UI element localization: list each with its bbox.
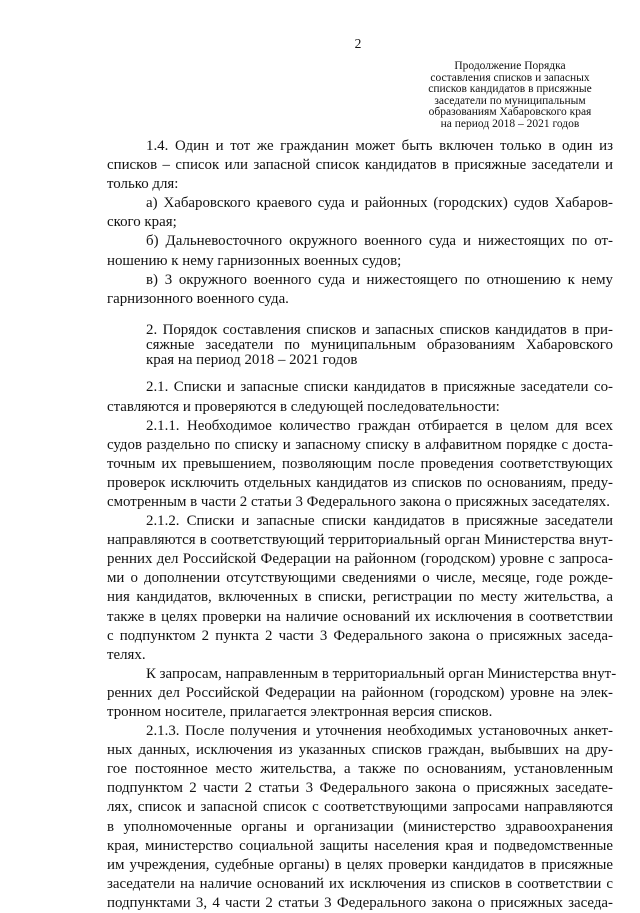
- text-line: ных данных, исключения из указанных списков граждан, выбывших на дру-: [107, 742, 613, 759]
- text-line: судов раздельно по списку и запасному списку в алфавитном порядке с доста-: [107, 436, 613, 453]
- paragraph-2-1: [107, 378, 613, 416]
- header-note: [412, 61, 608, 131]
- section-title-line: 2. Порядок составления списков и запасных списков кандидатов в при-: [146, 321, 613, 338]
- text-line: только для:: [107, 176, 179, 193]
- text-line: края, министерство социальной защиты населения края и подведомственные: [107, 837, 613, 854]
- paragraph-2-1-1: [107, 417, 613, 512]
- paragraph-2-1-3: [107, 722, 613, 913]
- text-line: 1.4. Один и тот же гражданин может быть включен только в один из: [146, 138, 613, 154]
- text-line: ми о дополнении отсутствующими сведениями о числе, месяце, годе рожде-: [107, 570, 613, 587]
- text-line: списков – список или запасной список кандидатов в присяжные заседатели и: [107, 157, 613, 174]
- page-number: 2: [354, 36, 362, 51]
- paragraph-1-4: [107, 137, 613, 194]
- text-line: гое постоянное место жительства, а также по основаниям, установленным: [107, 761, 613, 778]
- text-line: точным их превышением, позволяющим после проведения соответствующих: [107, 455, 613, 472]
- text-line: ношению к нему гарнизонных военных судов;: [107, 252, 402, 269]
- text-line: лях, список и запасной список с соответствующими запросами направляются: [107, 799, 613, 816]
- text-line: ренних дел Российской Федерации на районном (городском) уровне с запроса-: [107, 551, 613, 568]
- text-line: 2.1.2. Списки и запасные списки кандидатов в присяжные заседатели: [146, 513, 613, 530]
- text-line: а) Хабаровского краевого суда и районных (городских) судов Хабаров-: [146, 195, 613, 212]
- header-note-line: на период 2018 – 2021 годов: [440, 117, 580, 130]
- text-line: 2.1. Списки и запасные списки кандидатов в присяжные заседатели со-: [146, 379, 613, 396]
- section-title-line: сяжные заседатели по муниципальным образованиям Хабаровского: [146, 337, 613, 354]
- text-line: ставляются и проверяются в следующей последовательности:: [107, 398, 500, 415]
- text-line: с подпунктом 2 пункта 2 части 3 Федерального закона о присяжных заседа-: [107, 627, 613, 644]
- text-line: в) 3 окружного военного суда и нижестоящего по отношению к нему: [146, 271, 613, 288]
- paragraph-2-1-2: [107, 512, 613, 665]
- text-line: смотренным в части 2 статьи 3 Федерального закона о присяжных заседателях.: [107, 493, 610, 510]
- text-line: заседатели на наличие оснований их исключения из списков в соответствии с: [107, 875, 613, 892]
- text-line: К запросам, направленным в территориальный орган Министерства внут-: [146, 665, 617, 682]
- text-line: ренних дел Российской Федерации на районном (городском) уровне на элек-: [107, 684, 613, 701]
- header-note-line: заседатели по муниципальным: [434, 94, 586, 107]
- text-line: направляются в соответствующий территориальный орган Министерства внут-: [107, 532, 613, 549]
- section-2-title: [146, 323, 613, 369]
- paragraph-1-4-a: [107, 194, 613, 232]
- text-line: б) Дальневосточного окружного военного суда и нижестоящих по от-: [146, 233, 613, 250]
- text-line: ния кандидатов, включенных в списки, регистрации по месту жительства, а: [107, 589, 613, 606]
- document-body: [107, 137, 617, 913]
- text-line: 2.1.1. Необходимое количество граждан отбирается в целом для всех: [146, 417, 613, 434]
- paragraph-1-4-v: [107, 271, 613, 309]
- text-line: 2.1.3. После получения и уточнения необходимых установочных анкет-: [146, 723, 613, 740]
- text-line: также в целях проверки на наличие оснований их исключения в соответствии: [107, 608, 613, 625]
- text-line: подпунктом 2 части 2 статьи 3 Федерального закона о присяжных заседате-: [107, 780, 613, 797]
- header-note-line: образованиям Хабаровского края: [428, 106, 592, 119]
- header-note-line: Продолжение Порядка: [454, 60, 566, 72]
- section-title-line: края на период 2018 – 2021 годов: [146, 352, 358, 369]
- text-line: тронном носителе, прилагается электронная версия списков.: [107, 704, 493, 720]
- text-line: проверок исключить отдельных кандидатов из списков по основаниям, преду-: [107, 474, 613, 491]
- paragraph-requests: [107, 665, 617, 722]
- text-line: подпунктами 3, 4 части 2 статьи 3 Федерального закона о присяжных заседа-: [107, 894, 613, 911]
- paragraph-1-4-b: [107, 232, 613, 270]
- text-line: гарнизонного военного суда.: [107, 290, 289, 307]
- header-note-line: списков кандидатов в присяжные: [428, 83, 592, 96]
- text-line: ского края;: [107, 214, 177, 231]
- text-line: им учреждения, судебные органы) в целях проверки кандидатов в присяжные: [107, 856, 613, 873]
- text-line: в уполномоченные органы и организации (министерство здравоохранения: [107, 818, 613, 835]
- header-note-line: составления списков и запасных: [430, 71, 590, 84]
- text-line: телях.: [107, 646, 146, 663]
